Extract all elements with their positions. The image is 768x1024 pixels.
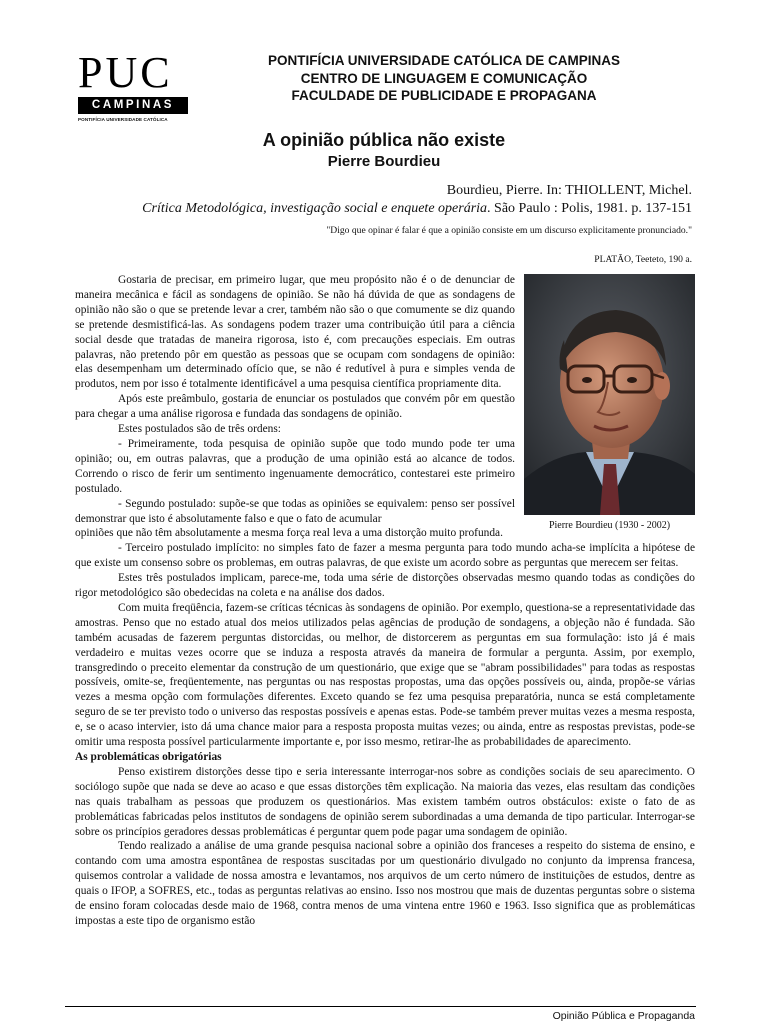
header-line-faculty: FACULDADE DE PUBLICIDADE E PROPAGANA [291,88,597,103]
epigraph-quote: "Digo que opinar é falar é que a opinião consiste em um discurso explicitamente pronunciado." [326,225,692,236]
logo-subtitle: PONTIFÍCIA UNIVERSIDADE CATÓLICA [78,117,168,122]
footer-divider [65,1006,696,1007]
paragraph-7: Estes três postulados implicam, parece-me, toda uma série de distorções observadas mesmo quando todas as condições do rigor metodológico são obedecidas na coleta e na análise dos dados. [75,572,695,600]
reference-line-1: Bourdieu, Pierre. In: THIOLLENT, Michel. [446,183,692,198]
document-title: A opinião pública não existe [262,130,506,150]
section-heading: As problemáticas obrigatórias [75,751,222,763]
paragraph-10: Tendo realizado a análise de uma grande pesquisa nacional sobre a opinião dos franceses a respeito do sistema de ensino, e contando com uma amostra espontânea de respostas suscitadas por um questionário divulgado no conjunto da imprensa francesa, quisemos controlar a validade de nossa amostra e levantamos, nos arquivos de um certo número de instituições de estudos, dentre as quais o IFOP, a SOFRES, etc., todas as perguntas relativas ao ensino. Isso nos mostrou que mais de duzentas perguntas sobre o sistema de ensino foram colocadas desde maio de 1968, contra menos de uma vintena entre 1960 e 1963. Isso significa que as problemáticas impostas a este tipo de organismo estão [75,840,695,927]
reference-line-2 [142,200,692,218]
paragraph-6: - Terceiro postulado implícito: no simples fato de fazer a mesma pergunta para todo mundo acha-se implícita a hipótese de que existe um consenso sobre os problemas, em outras palavras, de que existe um acordo sobre as perguntas que merecem ser feitas. [75,542,695,570]
page-footer: Opinião Pública e Propaganda [552,1010,695,1022]
paragraph-4: - Primeiramente, toda pesquisa de opinião supõe que todo mundo pode ter uma opinião; ou, em outras palavras, que a produção de uma opinião está ao alcance de todos. Correndo o risco de ferir um sentimento ingenuamente democrático, contestarei este primeiro postulado. [75,437,515,495]
institution-header [226,52,662,105]
university-logo [78,48,188,122]
photo-caption: Pierre Bourdieu (1930 - 2002) [548,520,671,531]
header-line-center: CENTRO DE LINGUAGEM E COMUNICAÇÃO [300,70,588,86]
reference-publisher: . São Paulo : Polis, 1981. p. 137-151 [487,201,692,216]
paragraph-1: Gostaria de precisar, em primeiro lugar, que meu propósito não é o de denunciar de maneira mecânica e fácil as sondagens de opinião. Se não há dúvida de que as sondagens de opinião não são o que se pretende levar a crer, também não são o que comumente se diz quando se pretende desmistificá-las. As sondagens podem trazer uma contribuição útil para a ciência social desde que tratadas de maneira rigorosa, isto é, com precauções especiais. Em outras palavras, não pretendo pôr em questão as pessoas que se ocupam com sondagens de opinião: elas desempenham um determinado ofício que, se não é redutível à pura e simples venda de produtos, nem por isso é totalmente identificável a uma pesquisa científica propriamente dita. [75,274,515,391]
logo-wordmark: PUC [78,48,173,97]
paragraph-5-continued: opiniões que não têm absolutamente a mesma força real leva a uma distorção muito profunda. [75,527,503,540]
paragraph-2: Após este preâmbulo, gostaria de enunciar os postulados que convém pôr em questão para chegar a uma análise rigorosa e fundada das sondagens de opinião. [75,393,515,421]
text-beside-photo [75,273,515,526]
logo-campinas-bar: CAMPINAS [78,97,188,114]
paragraph-5: - Segundo postulado: supõe-se que todas as opiniões se equivalem: penso ser possível demonstrar que isto é absolutamente falso e que o fato de acumular [75,497,515,525]
header-line-university: PONTIFÍCIA UNIVERSIDADE CATÓLICA DE CAMPINAS [267,53,620,68]
article-body [75,273,695,929]
reference-book-title: Crítica Metodológica, investigação social e enquete operária [142,201,488,216]
paragraph-9: Penso existirem distorções desse tipo e seria interessante interrogar-nos sobre as condições sociais de seu aparecimento. O sociólogo supõe que nada se deve ao acaso e que essas distorções têm explicação. Na maioria das vezes, elas resultam das condições nas quais trabalham as pessoas que produzem os questionários. Mas existem também outros obstáculos: existe o fato de as problemáticas fabricadas pelos institutos de sondagens de opinião serem subordinadas a uma demanda de tipo particular. Interrogar-se sobre os princípios geradores dessas problemáticas é perguntar quem pode pagar uma sondagem de opinião. [75,765,695,838]
epigraph-source: PLATÃO, Teeteto, 190 a. [594,254,692,265]
document-author: Pierre Bourdieu [327,153,441,170]
paragraph-3: Estes postulados são de três ordens: [118,423,281,436]
paragraph-8: Com muita freqüência, fazem-se críticas técnicas às sondagens de opinião. Por exemplo, questiona-se a representatividade das amostras. Penso que no estado atual dos meios utilizados pelas agências de produção de sondagens, a objeção não é fundada. São também acusadas de fazerem perguntas distorcidas, ou melhor, de distorcerem as perguntas em sua formulação: isto já é mais verdadeiro e muitas vezes ocorre que se induza a resposta através da maneira de formular a pergunta. Assim, por exemplo, transgredindo o preceito elementar da construção de um questionário, que exige que se "abram possibilidades" para todas as respostas possíveis, omite-se, freqüentemente, nas perguntas ou nas respostas propostas, uma das opções possíveis ou, ainda, propõe-se várias vezes a mesma opção com formulações diferentes. Exceto quando se fez uma pesquisa preparatória, nunca se está completamente seguro de se ter previsto todo o universo das respostas possíveis e apenas estas. Pode-se também prever muitas vezes a mesma resposta, e, se o acaso intervier, isto dá uma chance maior para a resposta proposta muitas vezes; ou ainda, entre as respostas previstas, pode-se omitir uma resposta possível particularmente importante e, por isso mesmo, retirar-lhe as probabilidades de aparecimento. [75,601,695,749]
